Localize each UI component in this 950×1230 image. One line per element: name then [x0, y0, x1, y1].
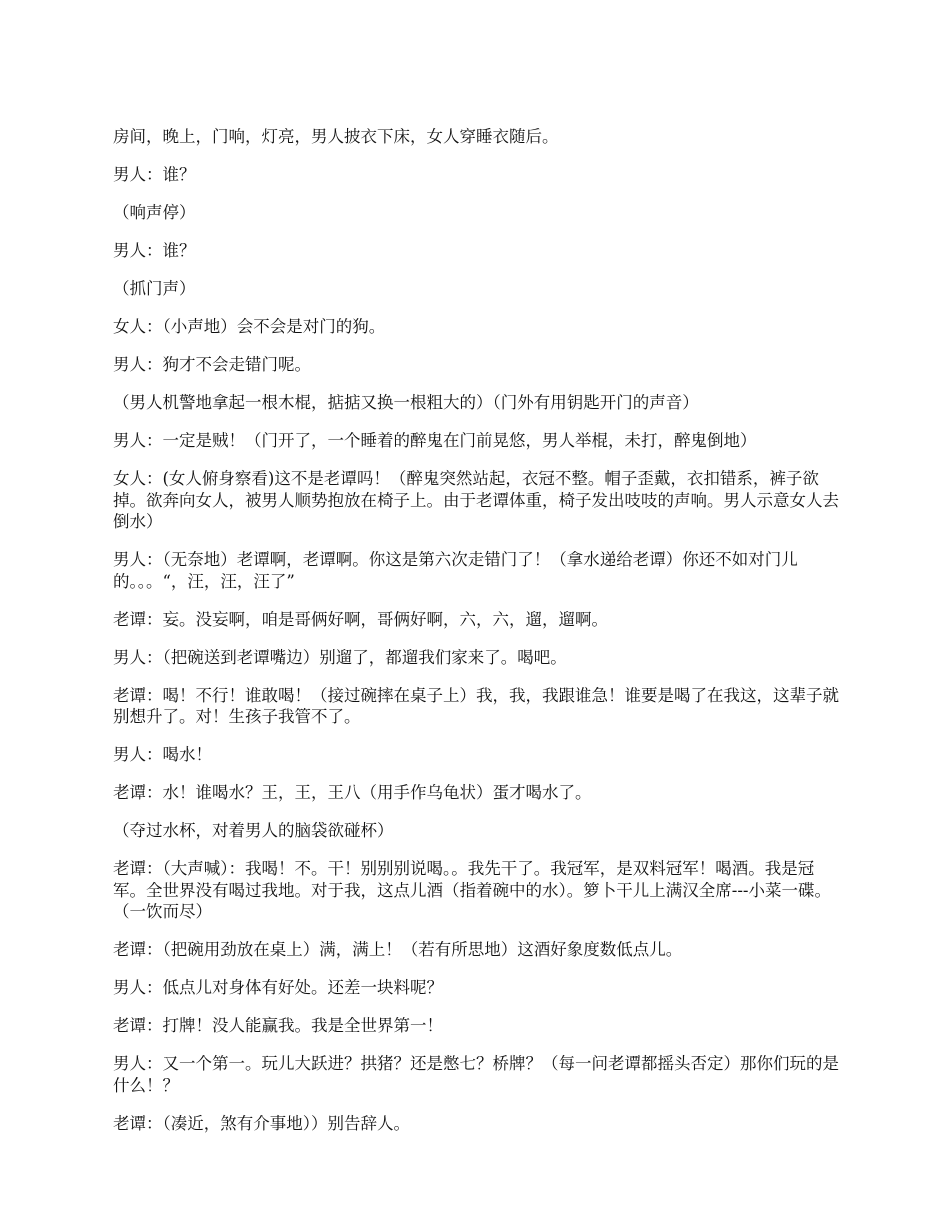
paragraph: 老谭：打牌！没人能赢我。我是全世界第一！ — [113, 1016, 443, 1035]
paragraph: 老谭：（凑近，煞有介事地））别告辞人。 — [113, 1113, 410, 1133]
paragraph: 男人：（无奈地）老谭啊，老谭啊。你这是第六次走错门了！（拿水递给老谭）你还不如对门儿的。。。“，汪，汪，汪了” — [113, 550, 798, 591]
paragraph: （夺过水杯，对着男人的脑袋欲碰杯） — [113, 821, 394, 840]
paragraph: 男人：（把碗送到老谭嘴边）别遛了，都遛我们家来了。喝吧。 — [113, 647, 567, 667]
paragraph: 男人：喝水！ — [113, 745, 212, 764]
paragraph: 老谭：水！谁喝水？王，王，王八（用手作乌龟状）蛋才喝水了。 — [113, 783, 592, 802]
paragraph: 男人：狗才不会走错门呢。 — [113, 355, 311, 374]
paragraph: 男人：谁？ — [113, 165, 196, 184]
paragraph: （男人机警地拿起一根木棍，掂掂又换一根粗大的）（门外有用钥匙开门的声音） — [113, 393, 699, 412]
paragraph: 男人：谁？ — [113, 241, 196, 260]
paragraph: 老谭：（把碗用劲放在桌上）满，满上！（若有所思地）这酒好象度数低点儿。 — [113, 940, 683, 959]
paragraph: 女人：(女人俯身察看)这不是老谭吗！（醉鬼突然站起，衣冠不整。帽子歪戴，衣扣错系，裤子欲掉。欲奔向女人，被男人顺势抱放在椅子上。由于老谭体重，椅子发出吱吱的声响。男人示意女人去倒水） — [113, 469, 839, 531]
paragraph: （抓门声） — [113, 279, 196, 298]
script-text — [113, 126, 841, 1151]
paragraph: 男人：低点儿对身体有好处。还差一块料呢？ — [113, 978, 443, 997]
paragraph: 女人：（小声地）会不会是对门的狗。 — [113, 317, 386, 336]
paragraph: 房间，晚上，门响，灯亮，男人披衣下床，女人穿睡衣随后。 — [113, 127, 559, 146]
paragraph: 男人：一定是贼！（门开了，一个睡着的醉鬼在门前晃悠，男人举棍，未打，醉鬼倒地） — [113, 431, 757, 450]
paragraph: 男人：又一个第一。玩儿大跃进？拱猪？还是憋七？桥牌？（每一问老谭都摇头否定）那你们玩的是什么！？ — [113, 1054, 839, 1095]
paragraph: （响声停） — [113, 203, 196, 222]
paragraph: 老谭：（大声喊）：我喝！不。干！别别别说喝。。我先干了。我冠军，是双料冠军！喝酒。我是冠军。全世界没有喝过我地。对于我，这点儿酒（指着碗中的水）。箩卜干儿上满汉全席---小菜一碟。（一饮而尽） — [113, 859, 831, 921]
paragraph: 老谭：喝！不行！谁敢喝！（接过碗摔在桌子上）我，我，我跟谁急！谁要是喝了在我这，这辈子就别想升了。对！生孩子我管不了。 — [113, 685, 839, 726]
paragraph: 老谭：妄。没妄啊，咱是哥俩好啊，哥俩好啊，六，六，遛，遛啊。 — [113, 609, 608, 629]
